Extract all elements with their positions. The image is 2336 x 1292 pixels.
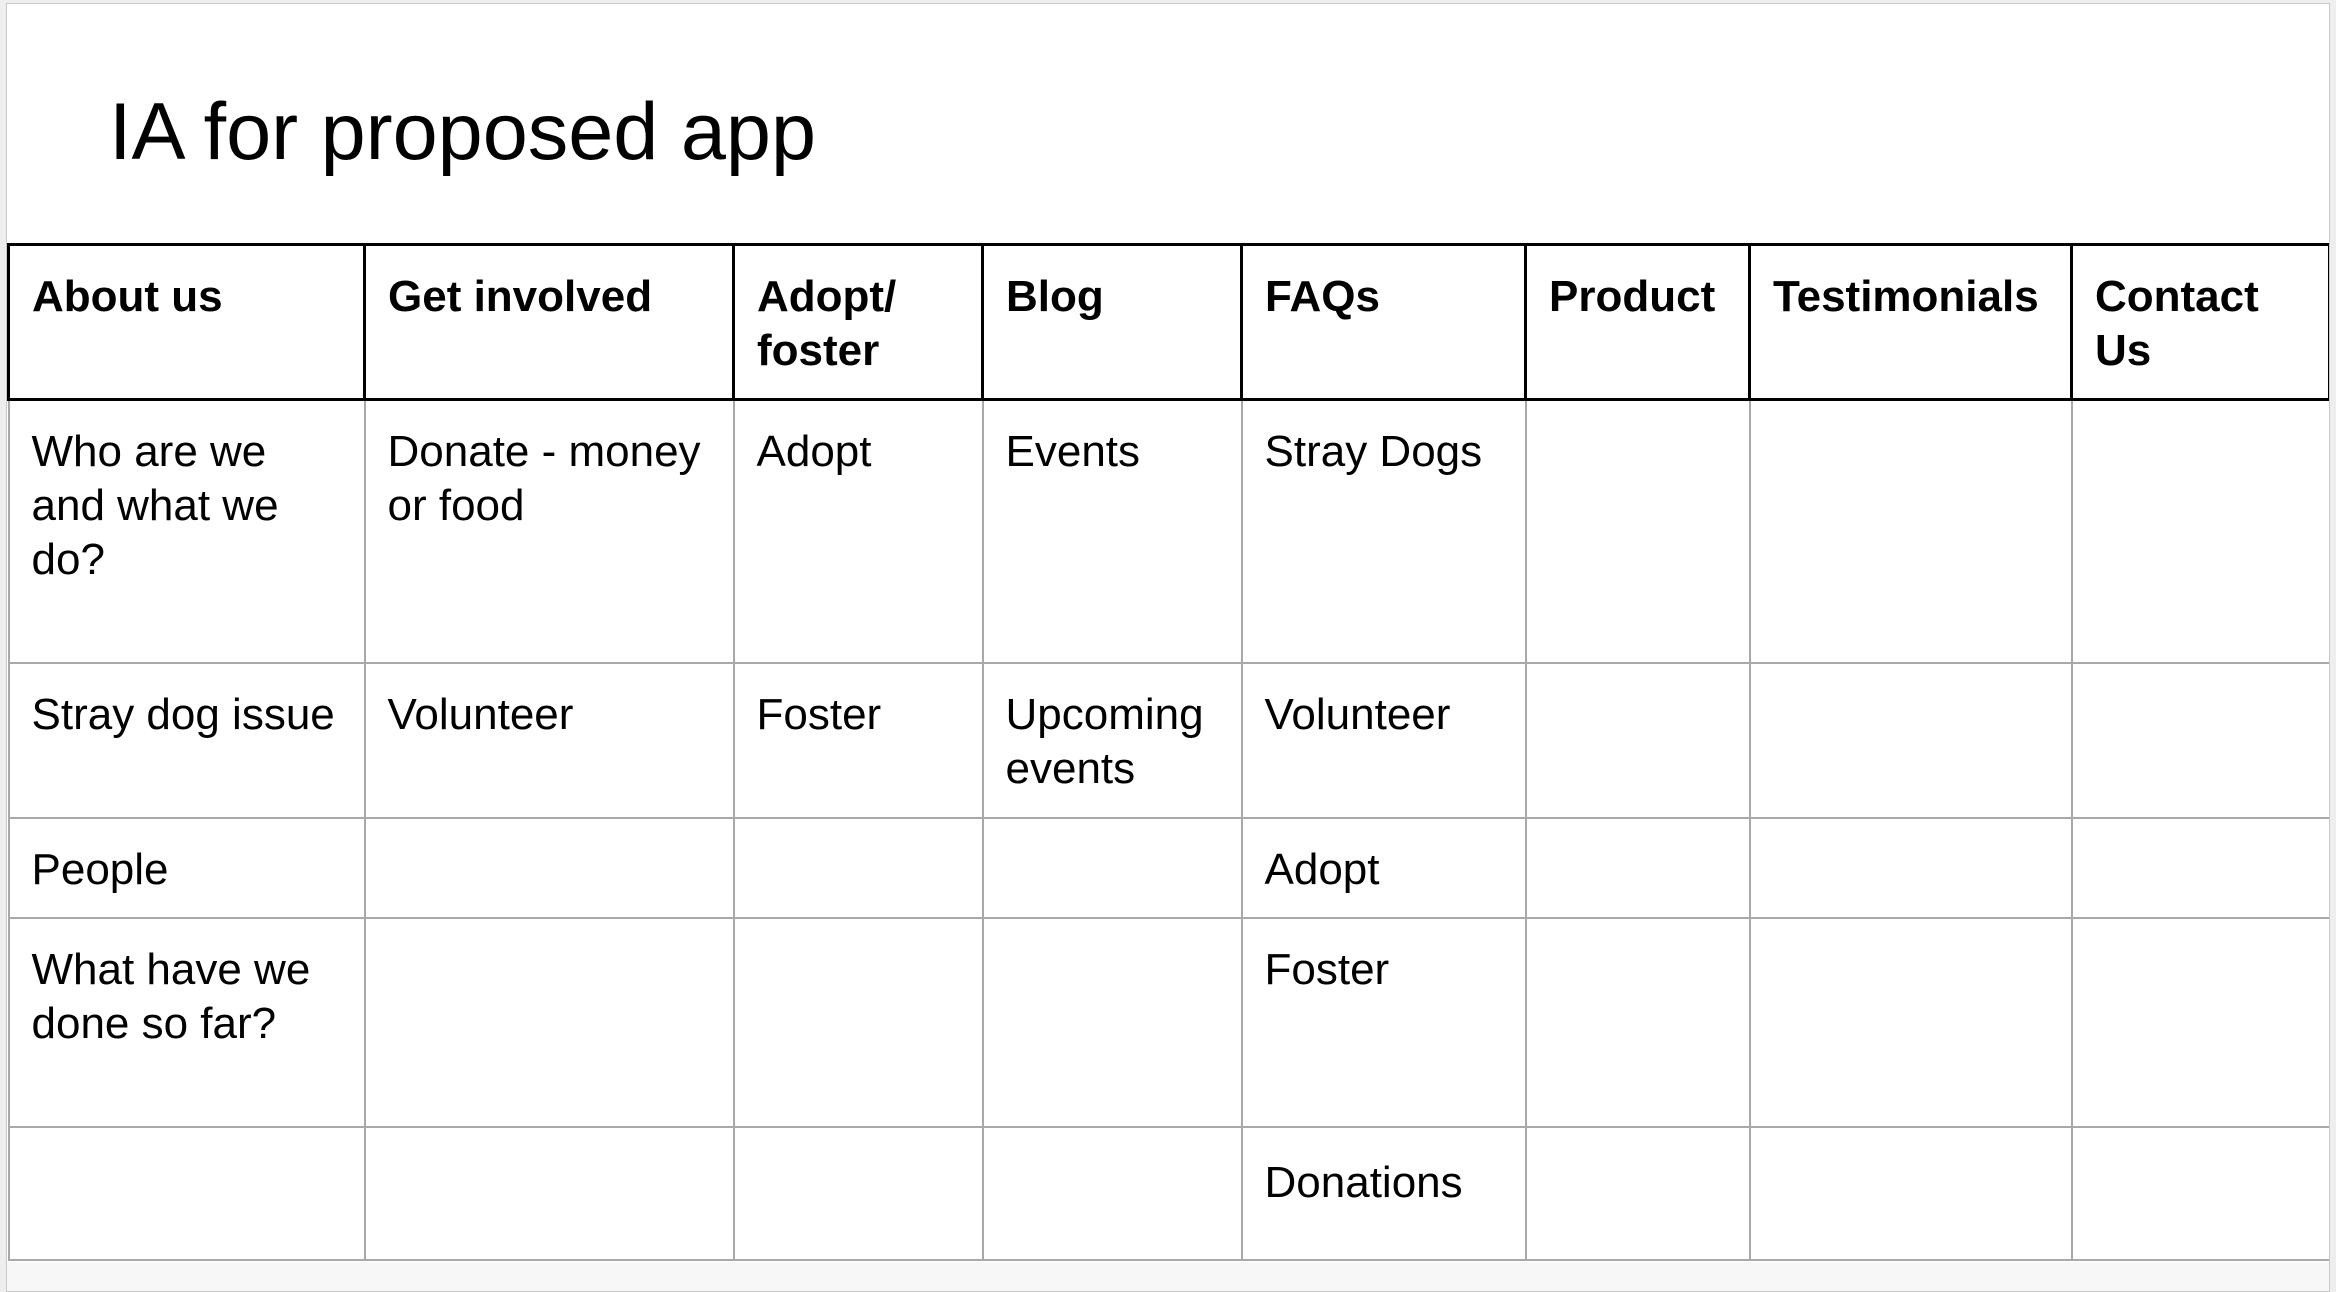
table-cell: People: [9, 818, 365, 918]
table-cell: [365, 918, 734, 1127]
table-cell: [1750, 1127, 2072, 1260]
table-header-row: [9, 245, 2330, 400]
column-header-product: Product: [1526, 245, 1750, 400]
table-cell: [1526, 818, 1750, 918]
table-cell: [2072, 918, 2330, 1127]
table-cell: [2072, 663, 2330, 818]
table-cell: [983, 1127, 1242, 1260]
table-cell: Donations: [1242, 1127, 1526, 1260]
column-header-adopt-foster: Adopt/ foster: [734, 245, 983, 400]
table-cell: [983, 918, 1242, 1127]
column-header-blog: Blog: [983, 245, 1242, 400]
table-cell: [2072, 1127, 2330, 1260]
ia-table: [7, 243, 2330, 1261]
table-cell: What have we done so far?: [9, 918, 365, 1127]
table-cell: [1526, 663, 1750, 818]
column-header-faqs: FAQs: [1242, 245, 1526, 400]
table-cell: Adopt: [734, 400, 983, 663]
table-row: [9, 663, 2330, 818]
table-cell: [734, 918, 983, 1127]
table-row: [9, 400, 2330, 663]
column-header-get-involved: Get involved: [365, 245, 734, 400]
column-header-testimonials: Testimonials: [1750, 245, 2072, 400]
table-cell: Volunteer: [1242, 663, 1526, 818]
table-row: [9, 918, 2330, 1127]
table-cell: Who are we and what we do?: [9, 400, 365, 663]
slide-canvas: [6, 3, 2330, 1292]
table-cell: [365, 1127, 734, 1260]
table-cell: Foster: [1242, 918, 1526, 1127]
column-header-about-us: About us: [9, 245, 365, 400]
table-row: [9, 818, 2330, 918]
table-row: [9, 1127, 2330, 1260]
table-cell: Stray dog issue: [9, 663, 365, 818]
table-cell: [2072, 818, 2330, 918]
column-header-contact-us: Contact Us: [2072, 245, 2330, 400]
table-cell: [983, 818, 1242, 918]
table-cell: Events: [983, 400, 1242, 663]
table-cell: Upcoming events: [983, 663, 1242, 818]
table-cell: [2072, 400, 2330, 663]
page-title: IA for proposed app: [109, 87, 817, 177]
table-cell: Volunteer: [365, 663, 734, 818]
table-cell: [734, 1127, 983, 1260]
table-cell: [365, 818, 734, 918]
table-cell: [1750, 918, 2072, 1127]
table-cell: [1526, 400, 1750, 663]
table-cell: [1750, 400, 2072, 663]
table-cell: [734, 818, 983, 918]
table-cell: [1750, 818, 2072, 918]
table-cell: Adopt: [1242, 818, 1526, 918]
table-cell: [1526, 1127, 1750, 1260]
table-cell: Donate - money or food: [365, 400, 734, 663]
table-cell: [1526, 918, 1750, 1127]
table-cell: Stray Dogs: [1242, 400, 1526, 663]
table-cell: [9, 1127, 365, 1260]
table-cell: Foster: [734, 663, 983, 818]
slide-bottom-margin: [7, 1262, 2330, 1292]
table-cell: [1750, 663, 2072, 818]
